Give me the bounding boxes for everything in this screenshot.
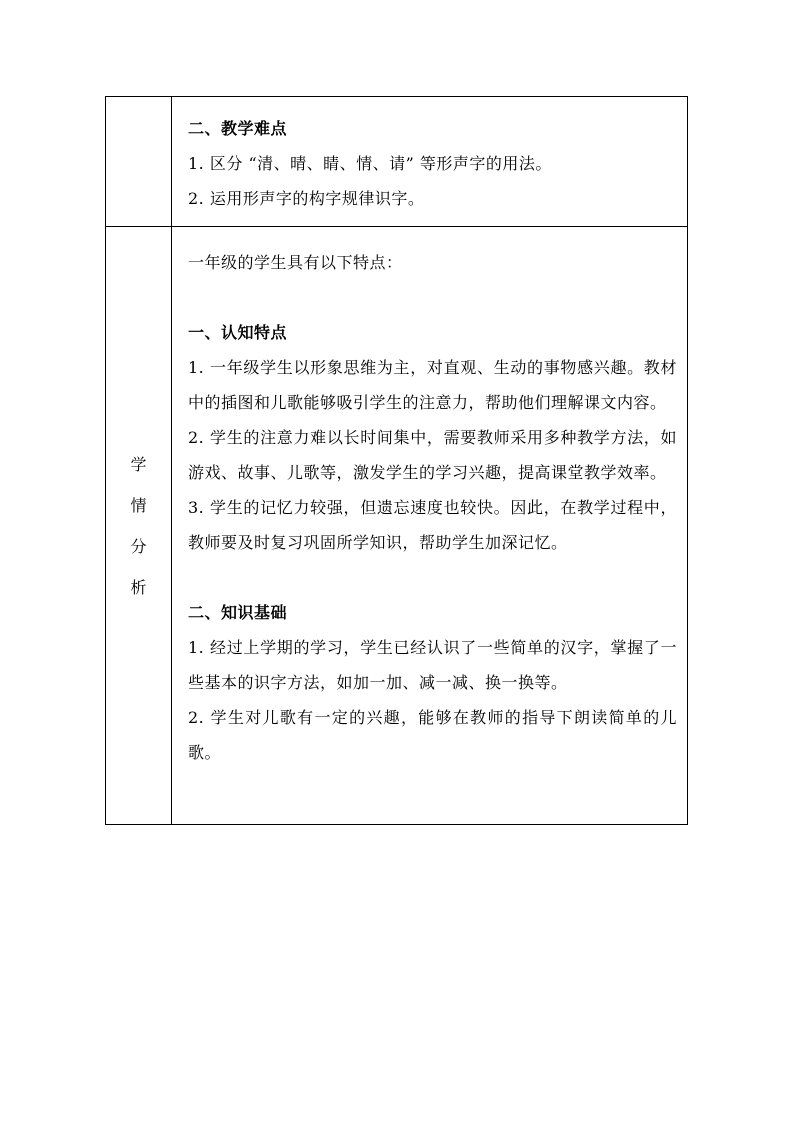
- cognitive-heading: 一、认知特点: [188, 323, 288, 342]
- difficulties-label-cell: [106, 97, 172, 227]
- difficulty-item: 1. 区分 “清、晴、睛、情、请” 等形声字的用法。: [188, 154, 552, 173]
- analysis-label-char: 分: [130, 536, 147, 556]
- spacer: [188, 560, 677, 595]
- cognitive-item: 2. 学生的注意力难以长时间集中，需要教师采用多种教学方法，如游戏、故事、儿歌等，激发学生的学习兴趣，提高课堂教学效率。: [188, 428, 677, 482]
- cognitive-item: 1. 一年级学生以形象思维为主，对直观、生动的事物感兴趣。教材中的插图和儿歌能够吸引学生的注意力，帮助他们理解课文内容。: [188, 358, 677, 412]
- difficulties-heading: 二、教学难点: [188, 119, 288, 138]
- difficulties-content-cell: [172, 97, 688, 227]
- analysis-intro: 一年级的学生具有以下特点：: [188, 253, 403, 272]
- knowledge-heading: 二、知识基础: [188, 603, 288, 622]
- analysis-label-cell: [106, 227, 172, 825]
- lesson-plan-table: [105, 96, 688, 825]
- spacer: [188, 280, 677, 315]
- analysis-label-char: 学: [130, 454, 147, 474]
- analysis-label-char: 情: [130, 495, 147, 515]
- cognitive-item: 3. 学生的记忆力较强，但遗忘速度也较快。因此，在教学过程中，教师要及时复习巩固所学知识，帮助学生加深记忆。: [188, 498, 677, 552]
- analysis-row: [106, 227, 688, 825]
- difficulties-row: [106, 97, 688, 227]
- difficulty-item: 2. 运用形声字的构字规律识字。: [188, 189, 425, 208]
- knowledge-item: 2. 学生对儿歌有一定的兴趣，能够在教师的指导下朗读简单的儿歌。: [188, 708, 677, 762]
- knowledge-item: 1. 经过上学期的学习，学生已经认识了一些简单的汉字，掌握了一些基本的识字方法，如加一加、减一减、换一换等。: [188, 638, 677, 692]
- analysis-content-cell: [172, 227, 688, 825]
- analysis-label-char: 析: [130, 577, 147, 597]
